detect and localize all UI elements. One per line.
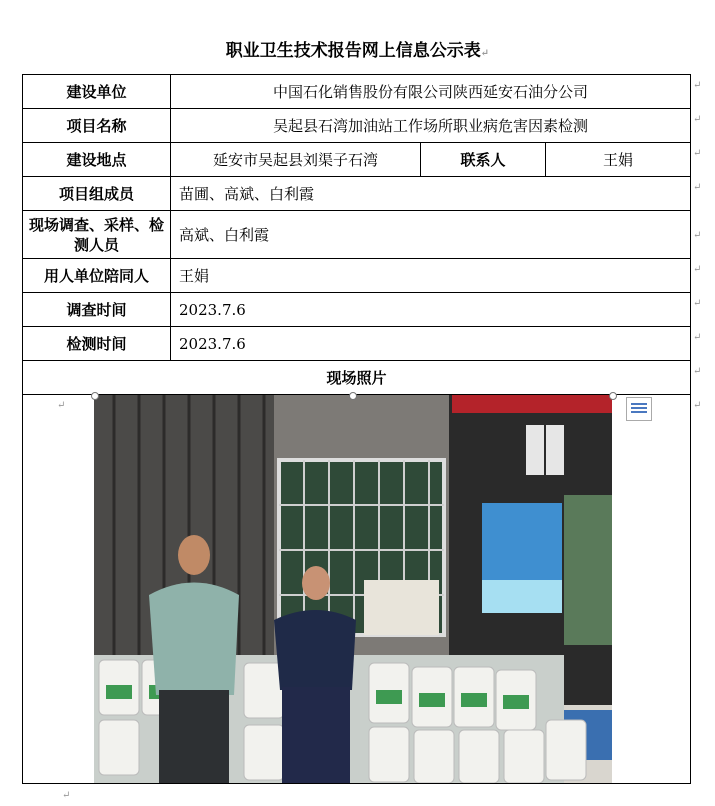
unit-value[interactable]: 中国石化销售股份有限公司陕西延安石油分公司 (170, 74, 691, 109)
project-label: 项目名称 (22, 108, 171, 143)
survey-time-value[interactable]: 2023.7.6 (170, 292, 691, 327)
survey-time-label: 调查时间 (22, 292, 171, 327)
project-value[interactable]: 吴起县石湾加油站工作场所职业病危害因素检测 (170, 108, 691, 143)
paragraph-mark: ↵ (57, 400, 66, 411)
location-label: 建设地点 (22, 142, 171, 177)
site-photo-image (94, 395, 612, 783)
survey-staff-label: 现场调查、采样、检测人员 (22, 210, 171, 259)
paragraph-mark: ↵ (480, 48, 490, 59)
escort-label: 用人单位陪同人 (22, 258, 171, 293)
resize-handle-top[interactable] (349, 392, 357, 400)
photo-label: 现场照片 (22, 360, 691, 395)
paragraph-mark: ↵ (62, 790, 71, 801)
resize-handle-top-right[interactable] (609, 392, 617, 400)
members-label: 项目组成员 (22, 176, 171, 211)
page-title (0, 36, 715, 61)
location-value[interactable]: 延安市吴起县刘渠子石湾 (170, 142, 421, 177)
survey-staff-value[interactable]: 高斌、白利霞 (170, 210, 691, 259)
site-photo[interactable] (94, 395, 612, 783)
paragraph-mark: ↵ (693, 80, 702, 91)
title-text: 职业卫生技术报告网上信息公示表 (225, 41, 481, 61)
paragraph-mark: ↵ (693, 182, 702, 193)
paragraph-mark: ↵ (693, 400, 702, 411)
paragraph-mark: ↵ (693, 366, 702, 377)
contact-value[interactable]: 王娟 (545, 142, 691, 177)
contact-label: 联系人 (420, 142, 546, 177)
members-value[interactable]: 苗圃、高斌、白利霞 (170, 176, 691, 211)
test-time-value[interactable]: 2023.7.6 (170, 326, 691, 361)
test-time-label: 检测时间 (22, 326, 171, 361)
paragraph-mark: ↵ (693, 264, 702, 275)
escort-value[interactable]: 王娟 (170, 258, 691, 293)
paragraph-mark: ↵ (693, 148, 702, 159)
paragraph-mark: ↵ (693, 298, 702, 309)
resize-handle-top-left[interactable] (91, 392, 99, 400)
paragraph-mark: ↵ (693, 114, 702, 125)
unit-label: 建设单位 (22, 74, 171, 109)
paragraph-mark: ↵ (693, 230, 702, 241)
paragraph-mark: ↵ (693, 332, 702, 343)
layout-options-icon[interactable] (626, 397, 652, 421)
